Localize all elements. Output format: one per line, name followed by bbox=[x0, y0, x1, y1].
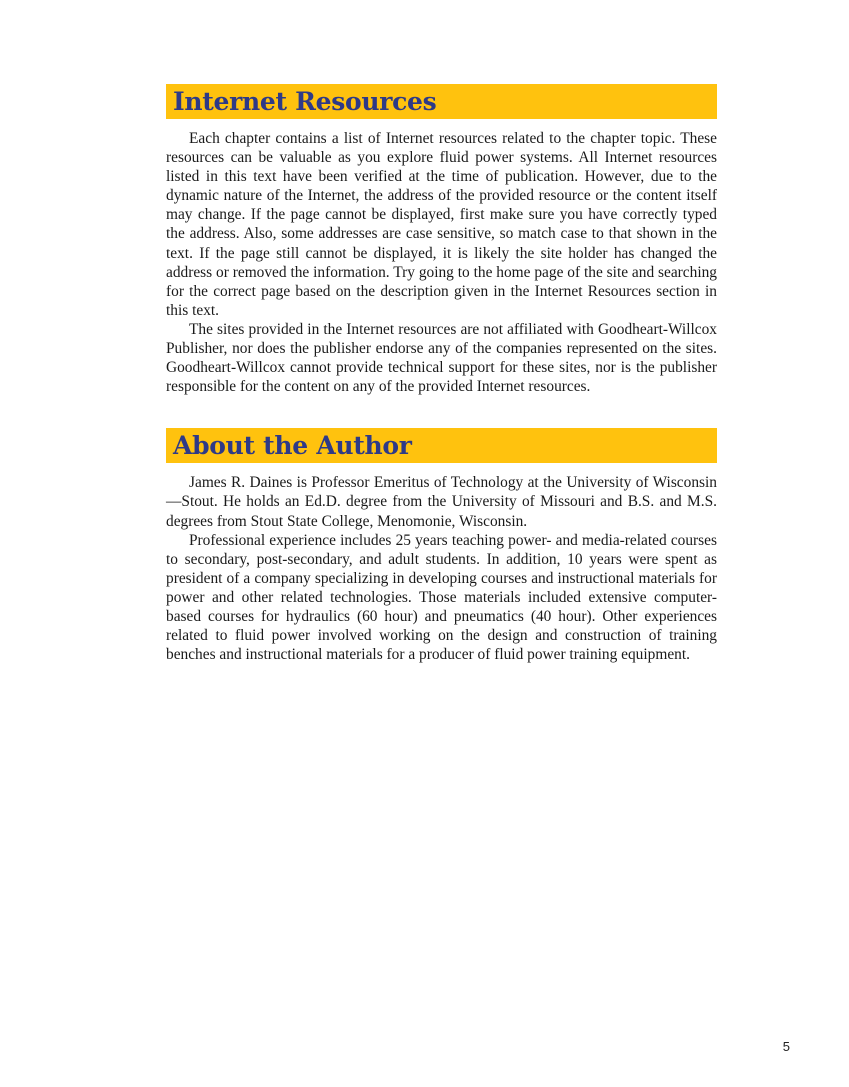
section-heading-bar bbox=[166, 428, 717, 463]
section-heading-bar bbox=[166, 84, 717, 119]
page-content bbox=[166, 84, 717, 664]
section-body bbox=[166, 129, 717, 396]
section-title: About the Author bbox=[173, 431, 412, 461]
paragraph: Each chapter contains a list of Internet resources related to the chapter topic. These resources can be valuable as you explore fluid power systems. All Internet resources listed in this text have been verified at the time of publication. However, due to the dynamic nature of the Internet, the address of the provided resource or the content itself may change. If the page cannot be displayed, first make sure you have correctly typed the address. Also, some addresses are case sensitive, so match case to that shown in the text. If the page still cannot be displayed, it is likely the site holder has changed the address or removed the information. Try going to the home page of the site and searching for the correct page based on the description given in the Internet Resources section in this text. bbox=[166, 130, 717, 319]
section-title: Internet Resources bbox=[173, 87, 437, 116]
page-number: 5 bbox=[782, 1039, 790, 1054]
section-body bbox=[166, 473, 717, 664]
internet-resources-section bbox=[166, 84, 717, 396]
paragraph: James R. Daines is Professor Emeritus of Technology at the University of Wisconsin—Stout. He holds an Ed.D. degree from the University of Missouri and B.S. and M.S. degrees from Stout State College, Menomonie, Wisconsin. bbox=[166, 474, 717, 530]
paragraph: Professional experience includes 25 years teaching power- and media-related courses to secondary, post-secondary, and adult students. In addition, 10 years were spent as president of a company specializing in developing courses and instructional materials for power and other related technologies. Those materials included extensive computer-based courses for hydraulics (60 hour) and pneumatics (40 hour). Other experiences related to fluid power involved working on the design and construction of training benches and instructional materials for a producer of fluid power training equipment. bbox=[166, 531, 717, 664]
paragraph: The sites provided in the Internet resources are not affiliated with Goodheart-Willcox Publisher, nor does the publisher endorse any of the companies represented on the sites. Goodheart-Willcox cannot provide technical support for these sites, nor is the publisher responsible for the content on any of the provided Internet resources. bbox=[166, 320, 717, 396]
about-the-author-section bbox=[166, 428, 717, 664]
